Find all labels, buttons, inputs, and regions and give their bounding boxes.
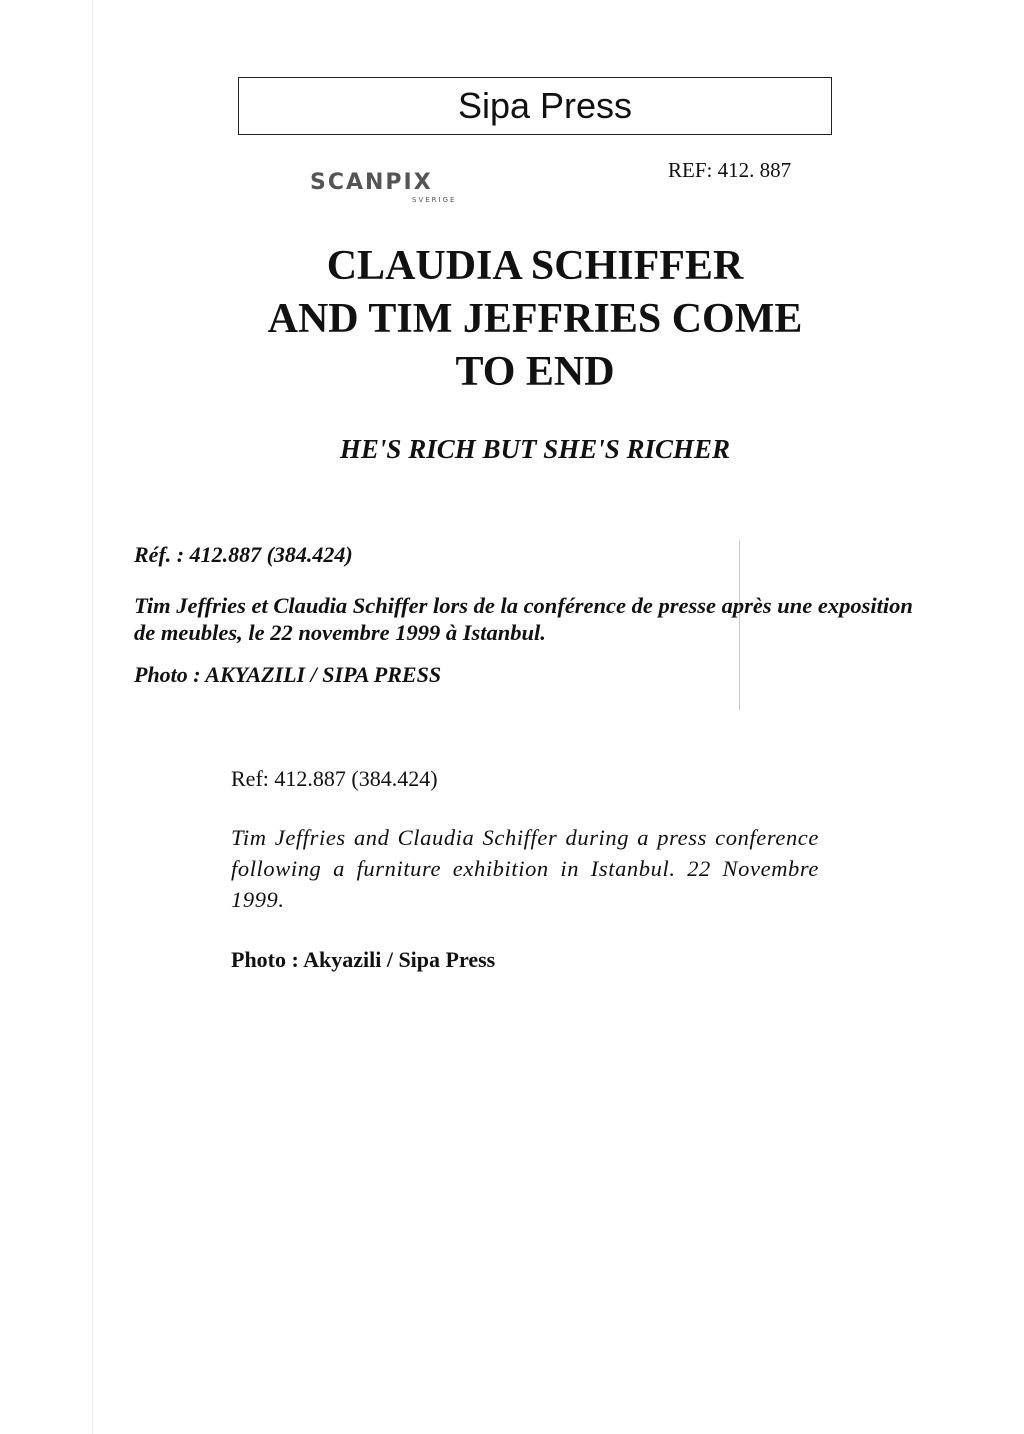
headline-line-3: TO END [455,349,615,395]
french-caption: Tim Jeffries et Claudia Schiffer lors de la conférence de presse après une exposition de meubles, le 22 novembre 1999 à Istanbul. [134,593,913,645]
scan-edge [92,0,93,1434]
french-reference: Réf. : 412.887 (384.424) [134,542,353,567]
headline [210,240,860,399]
french-caption-block [134,540,924,690]
english-photo-credit: Photo : Akyazili / Sipa Press [231,947,496,972]
agency-header-box [238,77,832,135]
headline-line-2: AND TIM JEFFRIES COME [267,296,803,342]
english-reference: Ref: 412.887 (384.424) [231,766,438,791]
headline-line-1: CLAUDIA SCHIFFER [326,243,744,289]
agency-name: Sipa Press [457,85,633,126]
scanpix-logo [310,170,470,210]
subheadline: HE'S RICH BUT SHE'S RICHER [339,434,731,464]
english-caption: Tim Jeffries and Claudia Schiffer during a press conference following a furniture exhibition in Istanbul. 22 Novembre 1999. [231,825,819,912]
reference-number: REF: 412. 887 [668,158,792,182]
logo-subtext: SVERIGE [412,196,457,204]
logo-wordmark: SCANPIX [310,170,433,195]
english-caption-block [231,764,819,975]
french-photo-credit: Photo : AKYAZILI / SIPA PRESS [134,662,442,687]
